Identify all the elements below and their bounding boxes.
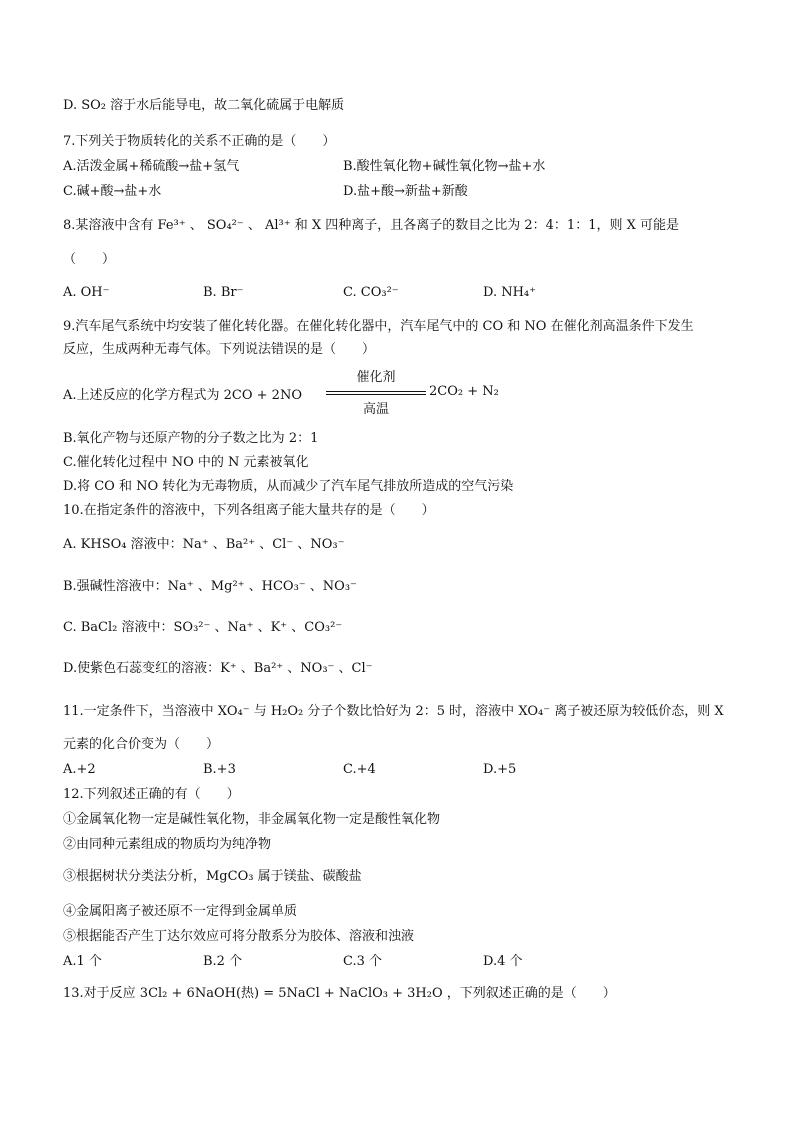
q12-item-2: ②由同种元素组成的物质均为纯净物: [63, 837, 272, 852]
q11-option-a: A.+2: [63, 762, 96, 777]
q12-option-c: C.3 个: [343, 954, 383, 969]
q8-option-c: C. CO₃²⁻: [343, 285, 399, 300]
q12-item-3: ③根据树状分类法分析，MgCO₃ 属于镁盐、碳酸盐: [63, 869, 362, 884]
q12-item-1: ①金属氧化物一定是碱性氧化物，非金属氧化物一定是酸性氧化物: [63, 812, 441, 827]
question-9: 9.汽车尾气系统中均安装了催化转化器。在催化转化器中，汽车尾气中的 CO 和 NO 在催化剂高温条件下发生: [63, 319, 694, 334]
question-9-line2: 反应，生成两种无毒气体。下列说法错误的是（ ）: [63, 342, 376, 357]
equals-bar: [326, 394, 426, 395]
catalyst-label: 催化剂: [356, 370, 396, 385]
q7-option-a: A.活泼金属+稀硫酸→盐+氢气: [63, 159, 240, 174]
q10-option-b: B.强碱性溶液中：Na⁺ 、Mg²⁺ 、HCO₃⁻ 、NO₃⁻: [63, 579, 357, 594]
question-10: 10.在指定条件的溶液中，下列各组离子能大量共存的是（ ）: [63, 503, 435, 518]
q8-option-a: A. OH⁻: [63, 285, 110, 300]
question-11: 11.一定条件下，当溶液中 XO₄⁻ 与 H₂O₂ 分子个数比恰好为 2：5 时，溶液中 XO₄⁻ 离子被还原为较低价态，则 X: [63, 704, 724, 719]
q9-option-a-equation: [63, 366, 563, 418]
q12-option-d: D.4 个: [483, 954, 523, 969]
q10-option-d: D.使紫色石蕊变红的溶液：K⁺ 、Ba²⁺ 、NO₃⁻ 、Cl⁻: [63, 661, 373, 676]
equation-lhs: A.上述反应的化学方程式为 2CO + 2NO: [63, 388, 302, 403]
equals-bar: [326, 391, 426, 392]
q7-option-b: B.酸性氧化物+碱性氧化物→盐+水: [343, 159, 546, 174]
q9-option-d: D.将 CO 和 NO 转化为无毒物质，从而减少了汽车尾气排放所造成的空气污染: [63, 479, 514, 494]
question-7: 7.下列关于物质转化的关系不正确的是（ ）: [63, 134, 336, 149]
q9-option-b: B.氧化产物与还原产物的分子数之比为 2：1: [63, 431, 319, 446]
q12-option-b: B.2 个: [203, 954, 243, 969]
q9-option-c: C.催化转化过程中 NO 中的 N 元素被氧化: [63, 455, 309, 470]
q12-item-5: ⑤根据能否产生丁达尔效应可将分散系分为胶体、溶液和浊液: [63, 929, 415, 944]
reaction-condition: [326, 366, 426, 418]
q10-option-a: A. KHSO₄ 溶液中：Na⁺ 、Ba²⁺ 、Cl⁻ 、NO₃⁻: [63, 537, 345, 552]
question-12: 12.下列叙述正确的有（ ）: [63, 787, 240, 802]
q7-option-c: C.碱+酸→盐+水: [63, 184, 162, 199]
q8-paren: （ ）: [63, 252, 116, 267]
q8-option-d: D. NH₄⁺: [483, 285, 537, 300]
question-13: 13.对于反应 3Cl₂ + 6NaOH(热) = 5NaCl + NaClO₃ + 3H₂O ，下列叙述正确的是（ ）: [63, 986, 616, 1001]
q12-item-4: ④金属阳离子被还原不一定得到金属单质: [63, 904, 298, 919]
equation-rhs: 2CO₂ + N₂: [429, 384, 499, 399]
question-8: 8.某溶液中含有 Fe³⁺ 、 SO₄²⁻ 、 Al³⁺ 和 X 四种离子，且各离子的数目之比为 2：4：1：1，则 X 可能是: [63, 218, 679, 233]
question-11-line2: 元素的化合价变为（ ）: [63, 737, 220, 752]
q7-option-d: D.盐+酸→新盐+新酸: [343, 184, 468, 199]
q10-option-c: C. BaCl₂ 溶液中：SO₃²⁻ 、Na⁺ 、K⁺ 、CO₃²⁻: [63, 620, 343, 635]
q11-option-c: C.+4: [343, 762, 376, 777]
q12-option-a: A.1 个: [63, 954, 102, 969]
line-d-so2: D. SO₂ 溶于水后能导电，故二氧化硫属于电解质: [63, 98, 345, 113]
q8-option-b: B. Br⁻: [203, 285, 244, 300]
temperature-label: 高温: [362, 402, 389, 417]
q11-option-d: D.+5: [483, 762, 517, 777]
q11-option-b: B.+3: [203, 762, 236, 777]
